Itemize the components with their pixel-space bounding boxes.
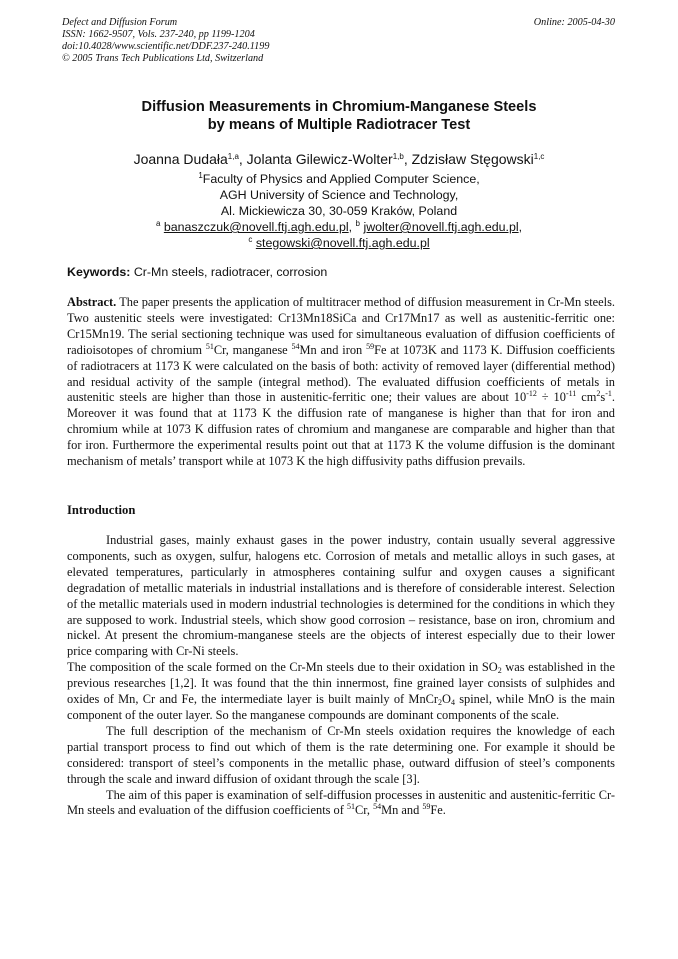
email-link-c[interactable]: stegowski@novell.ftj.agh.edu.pl <box>255 236 430 250</box>
keywords-line <box>67 265 327 279</box>
intro-text: was established in the previous researches [1,2]. It was found that the thin innermost, fine grained layer consists of sulphides and oxides of Mn, Cr and Fe, the intermediate layer is built mainly of MnCr <box>67 660 616 707</box>
page-header <box>62 17 615 65</box>
intro-text: Fe. <box>430 803 446 818</box>
intro-paragraph-3: The full description of the mechanism of Cr-Mn steels oxidation requires the knowledge of each partial transport process to find out which of them is the rate determining one. For example it should be considered: transport of steel’s components in the metallic phase, outward diffusion of steel’s components through the scale and inward diffusion of oxidant through the scale [3]. <box>67 723 615 786</box>
affil-line-3: Al. Mickiewicza 30, 30-059 Kraków, Poland <box>220 204 458 218</box>
isotope-mass: 59 <box>366 341 375 351</box>
subscript: 2 <box>497 666 502 676</box>
author-list: Joanna Dudała$^{1,a}$, Jolanta Gilewicz-Wolter$^{1,b}$, Zdzisław Stęgowski$^{1,c}$ <box>133 151 545 167</box>
journal-name: Defect and Diffusion Forum <box>62 17 178 28</box>
section-heading-introduction: Introduction <box>67 503 136 517</box>
intro-paragraph-2 <box>67 660 615 724</box>
abstract-paragraph <box>67 295 615 470</box>
title-line-2: by means of Multiple Radiotracer Test <box>207 117 471 133</box>
author-affil-mark: 1,c <box>533 152 545 161</box>
online-date: Online: 2005-04-30 <box>533 17 615 28</box>
author-name: Jolanta Gilewicz-Wolter <box>246 151 393 167</box>
exponent: 2 <box>596 389 601 399</box>
affiliation-block: $^1$Faculty of Physics and Applied Computer Science, AGH University of Science and Technology, Al. Mickiewicza 30, 30-059 Kraków, Poland $^a$ banaszczuk@novell.ftj.agh.edu.pl, $^b$ jwolter@novell.ftj.agh.edu.pl, $^c$ stegowski@novell.ftj.agh.edu.pl <box>0 171 678 251</box>
abstract-text: s <box>600 390 606 405</box>
intro-text: The composition of the scale formed on the Cr-Mn steels due to their oxidation in SO <box>67 660 498 675</box>
paper-title <box>0 98 678 134</box>
author-name: Zdzisław Stęgowski <box>411 151 534 167</box>
abstract-text: Cr, manganese <box>213 342 292 357</box>
copyright-line: © 2005 Trans Tech Publications Ltd, Switzerland <box>62 53 264 64</box>
exponent: -12 <box>526 389 537 399</box>
keywords-text: Cr-Mn steels, radiotracer, corrosion <box>133 265 328 279</box>
email-link-b[interactable]: jwolter@novell.ftj.agh.edu.pl <box>363 220 519 234</box>
intro-text: O <box>442 692 451 707</box>
intro-text: Cr, <box>354 803 374 818</box>
title-line-1: Diffusion Measurements in Chromium-Manganese Steels <box>141 99 537 115</box>
email-link-a[interactable]: banaszczuk@novell.ftj.agh.edu.pl <box>163 220 349 234</box>
intro-text: Mn and <box>381 803 423 818</box>
author-name: Joanna Dudała <box>133 151 228 167</box>
isotope-mass: 54 <box>291 341 300 351</box>
subscript: 4 <box>450 698 455 708</box>
email-mark-a: a <box>155 219 161 228</box>
keywords-label: Keywords: <box>67 265 131 279</box>
abstract-label: Abstract. <box>67 295 117 309</box>
author-affil-mark: 1,a <box>227 152 239 161</box>
exponent: -11 <box>565 389 577 399</box>
intro-text: spinel, while MnO is the main component of the outer layer. So the manganese compounds are dominant components of the scale. <box>67 692 615 722</box>
author-affil-mark: 1,b <box>392 152 404 161</box>
issn-line: ISSN: 1662-9507, Vols. 237-240, pp 1199-1204 <box>62 29 255 40</box>
abstract-text: Fe at 1073K and 1173 K. Diffusion coefficients of radiotracers at 1173 K were calculated on the basis of both: activity of removed layer (differential method) and residual activity of the sample (integral method). The evaluated diffusion coefficients of metals in austenitic steels are higher than those in austenitic-ferritic one; their values are about 10 <box>67 342 616 405</box>
affil-line-2: AGH University of Science and Technology, <box>219 188 459 202</box>
introduction-body <box>67 533 615 819</box>
email-mark-b: b <box>355 219 360 228</box>
isotope-mass: 51 <box>346 802 355 812</box>
abstract-text: cm <box>576 390 597 405</box>
subscript: 2 <box>438 698 443 708</box>
affil-line-1: Faculty of Physics and Applied Computer Science, <box>202 172 480 186</box>
abstract-text: . Moreover it was found that at 1173 K the diffusion rate of manganese is higher than that for iron and chromium while at 1073 K diffusion rates of chromium and manganese are comparable and higher than that for iron. Furthermore the experimental results point out that at 1173 K the volume diffusion is the dominant mechanism of metals’ transport while at 1073 K the high diffusivity paths diffusion prevails. <box>67 390 615 469</box>
intro-paragraph-4 <box>67 788 615 820</box>
affil-mark: 1 <box>198 171 203 180</box>
exponent: -1 <box>605 389 612 399</box>
intro-paragraph-1: Industrial gases, mainly exhaust gases in the power industry, contain usually several aggressive components, such as oxygen, sulfur, halogens etc. Corrosion of metals and metallic alloys in such gases, at elevated temperatures, particularly in atmospheres containing sulfur and oxygen causes a significant degradation of metallic materials in industrial installations and is therefore of considerable interest. Selection of the metallic materials used in modern industrial technologies is determined for the conditions in which they are supposed to work. Industrial steels, which show good corrosion – resistance, base on iron, chromium and nickel. At present the chromium-manganese steels are the objects of interest especially due to their lower price comparing with Cr-Ni steels. <box>67 533 615 659</box>
intro-text: The aim of this paper is examination of self-diffusion processes in austenitic and austenitic-ferritic Cr-Mn steels and evaluation of the diffusion coefficients of <box>67 787 615 818</box>
isotope-mass: 54 <box>373 802 382 812</box>
email-mark-c: c <box>248 235 253 244</box>
abstract-text: The paper presents the application of multitracer method of diffusion measurement in Cr-Mn steels. Two austenitic steels were investigated: Cr13Mn18SiCa and Cr17Mn17 as well as austenitic-ferritic one: Cr15Mn19. The serial sectioning technique was used for simultaneous evaluation of diffusion coefficients of radioisotopes of chromium <box>67 295 616 357</box>
doi-line: doi:10.4028/www.scientific.net/DDF.237-240.1199 <box>62 41 270 52</box>
isotope-mass: 51 <box>205 341 214 351</box>
isotope-mass: 59 <box>422 802 431 812</box>
abstract-text: ÷ 10 <box>536 390 566 405</box>
abstract-text: Mn and iron <box>299 342 367 357</box>
